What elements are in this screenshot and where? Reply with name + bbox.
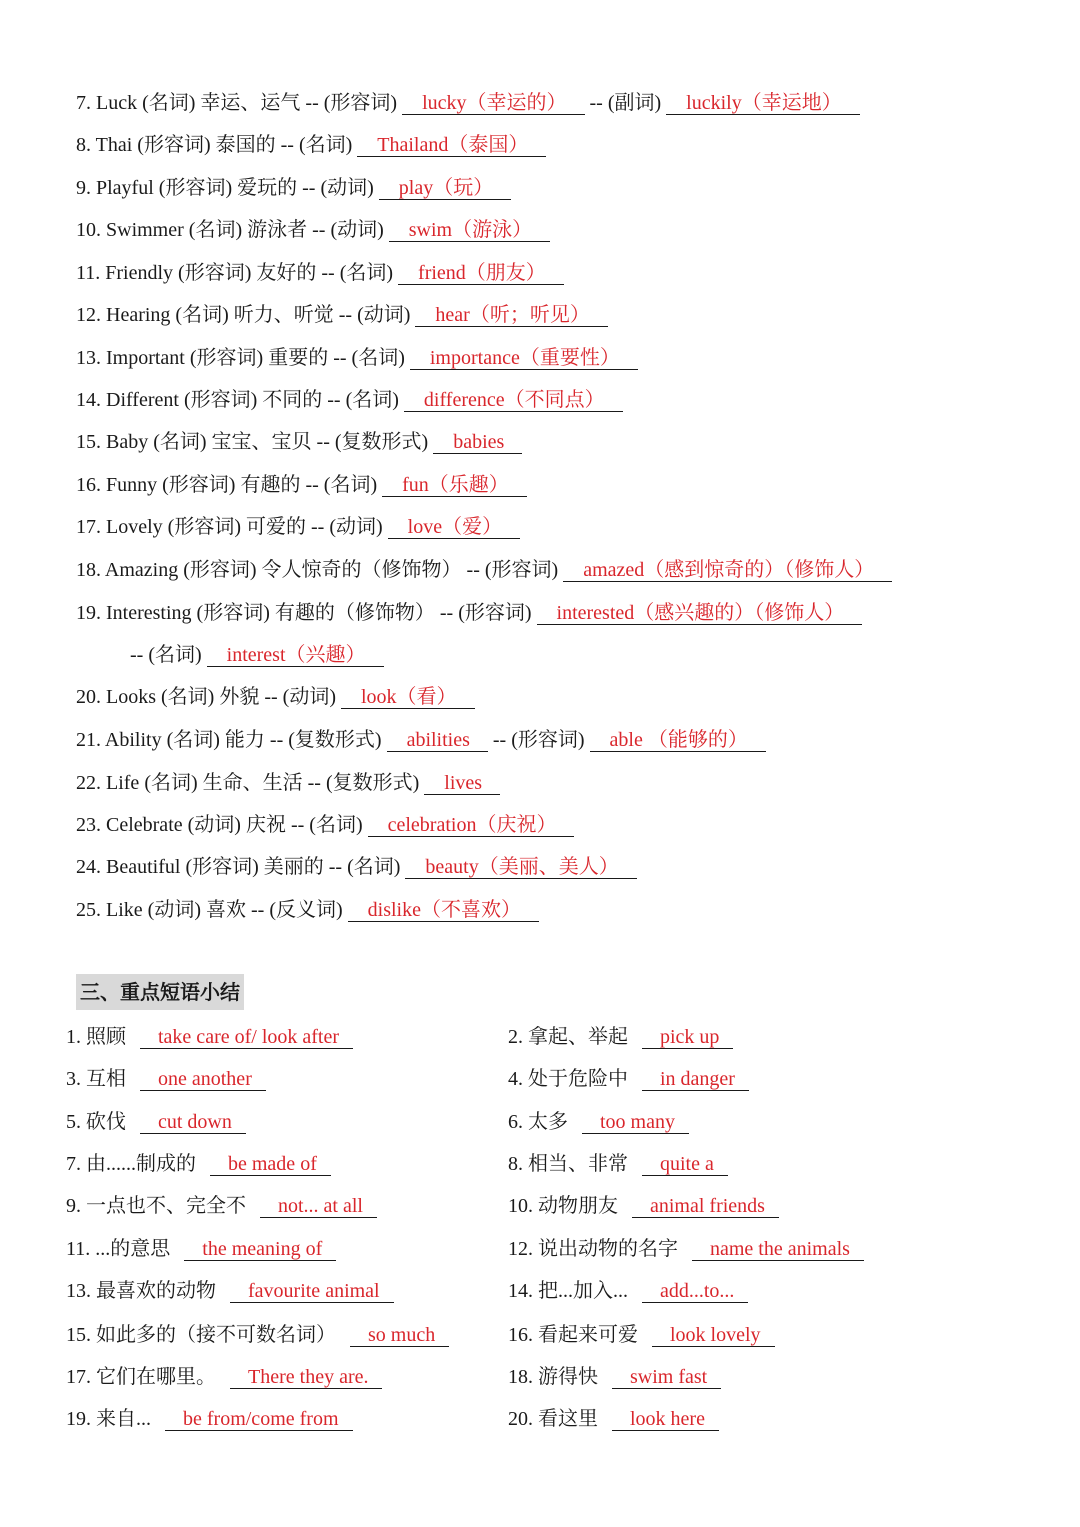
answer-blank: lives [424,772,500,795]
meaning: 美丽的 [263,856,324,878]
target-part-of-speech: (名词) [347,856,401,878]
meaning: 有趣的（修饰物） [274,602,435,624]
word-form-item: 10. Swimmer (名词) 游泳者 -- (动词) swim（游泳） [76,213,550,247]
target-part-of-speech: (动词) [357,304,411,326]
item-number: 19. [66,1408,91,1430]
part-of-speech: (动词) [147,899,201,921]
headword: Thai [95,134,133,156]
headword: Ability [104,729,162,751]
answer-blank: in danger [642,1068,749,1091]
word-form-item: 13. Important (形容词) 重要的 -- (名词) importance（重要性） [76,341,638,375]
headword: Funny [106,474,158,496]
phrase-chinese: 一点也不、完全不 [86,1195,246,1217]
answer-blank: dislike（不喜欢） [348,899,539,922]
phrase-item [508,1360,721,1394]
target-part-of-speech: (形容词) [323,92,398,114]
word-form-item: 22. Life (名词) 生命、生活 -- (复数形式) lives [76,766,500,800]
answer-blank: difference（不同点） [404,389,623,412]
headword: Amazing [104,559,179,581]
answer-blank: hear（听；听见） [415,304,607,327]
answer-blank: abilities [387,729,488,752]
part-of-speech: (形容词) [167,516,241,538]
phrase-item [66,1318,449,1352]
section-heading: 三、重点短语小结 [76,974,244,1010]
meaning: 可爱的 [245,516,306,538]
item-number: 17. [66,1366,91,1388]
headword: Playful [96,177,154,199]
phrase-chinese: ...的意思 [95,1238,171,1260]
meaning: 友好的 [256,262,317,284]
item-number: 14. [508,1280,533,1302]
item-number: 11. [66,1238,91,1260]
target-part-of-speech: (名词) [148,644,202,666]
answer-blank: play（玩） [379,177,511,200]
item-number: 21. [76,729,101,751]
phrase-item [508,1189,779,1223]
item-number: 2. [508,1026,523,1048]
phrase-chinese: 太多 [528,1111,568,1133]
answer-blank: love（爱） [388,516,520,539]
phrase-item [508,1062,749,1096]
meaning: 泰国的 [215,134,276,156]
answer-blank: look（看） [341,686,475,709]
part-of-speech: (形容词) [178,262,252,284]
answer-blank: pick up [642,1026,733,1049]
word-form-item: 15. Baby (名词) 宝宝、宝贝 -- (复数形式) babies [76,425,522,459]
item-number: 17. [76,516,101,538]
target-part-of-speech: (名词) [309,814,363,836]
headword: Celebrate [106,814,183,836]
item-number: 13. [66,1280,91,1302]
item-number: 7. [76,92,91,114]
meaning: 听力、听觉 [233,304,334,326]
part-of-speech: (名词) [175,304,229,326]
item-number: 23. [76,814,101,836]
phrase-item [508,1318,775,1352]
answer-blank: look here [612,1408,719,1431]
item-number: 4. [508,1068,523,1090]
phrase-chinese: 相当、非常 [528,1153,628,1175]
phrase-chinese: 互相 [86,1068,126,1090]
answer-blank: swim（游泳） [389,219,550,242]
answer-blank: interested（感兴趣的）（修饰人） [537,602,863,625]
phrase-chinese: 砍伐 [86,1111,126,1133]
meaning: 有趣的 [240,474,301,496]
part-of-speech: (形容词) [158,177,233,199]
answer-blank: fun（乐趣） [382,474,527,497]
phrase-chinese: 拿起、举起 [528,1026,628,1048]
target-part-of-speech: (名词) [339,262,394,284]
target-part-of-speech: (动词) [329,516,383,538]
phrase-item [66,1105,246,1139]
phrase-item [66,1360,382,1394]
phrase-item [66,1232,336,1266]
word-form-item: 24. Beautiful (形容词) 美丽的 -- (名词) beauty（美丽、美人） [76,850,637,884]
phrase-chinese: 看起来可爱 [538,1324,638,1346]
meaning: 能力 [224,729,265,751]
answer-blank: so much [350,1324,449,1347]
phrase-chinese: 说出动物的名字 [538,1238,678,1260]
headword: Interesting [106,602,192,624]
item-number: 7. [66,1153,81,1175]
item-number: 18. [508,1366,533,1388]
headword: Beautiful [106,856,181,878]
target-part-of-speech: (复数形式) [288,729,382,751]
item-number: 18. [76,559,101,581]
target-part-of-speech: (形容词) [511,729,585,751]
item-number: 9. [76,177,91,199]
headword: Looks [106,686,156,708]
answer-blank: interest（兴趣） [207,644,384,667]
answer-blank: look lovely [652,1324,775,1347]
target-part-of-speech: (名词) [298,134,353,156]
item-number: 11. [76,262,101,284]
target-part-of-speech: (复数形式) [325,772,420,794]
phrase-item [66,1062,266,1096]
word-form-item: 20. Looks (名词) 外貌 -- (动词) look（看） [76,680,475,714]
meaning: 令人惊奇的（修饰物） [261,559,462,581]
target-part-of-speech: (动词) [330,219,384,241]
headword: Swimmer [106,219,184,241]
headword: Luck [96,92,138,114]
target-part-of-speech: (动词) [320,177,374,199]
part-of-speech: (名词) [144,772,198,794]
phrase-chinese: 动物朋友 [538,1195,618,1217]
meaning: 不同的 [262,389,323,411]
answer-blank: luckily（幸运地） [666,92,860,115]
phrase-chinese: 它们在哪里。 [96,1366,216,1388]
item-number: 15. [76,431,101,453]
phrase-item [508,1232,864,1266]
item-number: 14. [76,389,101,411]
part-of-speech: (形容词) [185,856,259,878]
item-number: 3. [66,1068,81,1090]
phrase-chinese: 游得快 [538,1366,598,1388]
target-part-of-speech: (动词) [282,686,336,708]
part-of-speech: (形容词) [183,389,258,411]
answer-blank: amazed（感到惊奇的）（修饰人） [563,559,892,582]
answer-blank: able （能够的） [590,729,766,752]
word-form-item: 17. Lovely (形容词) 可爱的 -- (动词) love（爱） [76,510,520,544]
meaning: 喜欢 [205,899,246,921]
answer-blank: not... at all [260,1195,377,1218]
answer-blank: quite a [642,1153,728,1176]
word-form-item: 12. Hearing (名词) 听力、听觉 -- (动词) hear（听；听见） [76,298,608,332]
part-of-speech: (形容词) [162,474,236,496]
headword: Life [106,772,140,794]
part-of-speech: (名词) [142,92,196,114]
word-form-item: 7. Luck (名词) 幸运、运气 -- (形容词) lucky（幸运的） -- (副词) luckily（幸运地） [76,86,860,120]
meaning: 重要的 [268,347,329,369]
word-form-item: 16. Funny (形容词) 有趣的 -- (名词) fun（乐趣） [76,468,527,502]
meaning: 生命、生活 [202,772,303,794]
item-number: 8. [508,1153,523,1175]
answer-blank: animal friends [632,1195,779,1218]
answer-blank: celebration（庆祝） [368,814,575,837]
phrase-chinese: 处于危险中 [528,1068,628,1090]
phrase-item [66,1189,377,1223]
answer-blank: lucky（幸运的） [402,92,584,115]
phrase-chinese: 照顾 [86,1026,126,1048]
word-form-item: 23. Celebrate (动词) 庆祝 -- (名词) celebration（庆祝） [76,808,574,842]
headword: Baby [106,431,149,453]
item-number: 10. [76,219,101,241]
headword: Important [106,347,185,369]
item-number: 22. [76,772,101,794]
item-number: 5. [66,1111,81,1133]
phrase-item [508,1274,748,1308]
item-number: 8. [76,134,91,156]
word-form-item: -- (名词) interest（兴趣） [130,638,384,672]
part-of-speech: (形容词) [137,134,211,156]
word-form-item: 21. Ability (名词) 能力 -- (复数形式) abilities -- (形容词) able （能够的） [76,723,766,757]
part-of-speech: (名词) [166,729,220,751]
phrase-item [508,1020,733,1054]
target-part-of-speech: (形容词) [458,602,532,624]
phrase-chinese: 最喜欢的动物 [96,1280,216,1302]
word-form-item: 19. Interesting (形容词) 有趣的（修饰物） -- (形容词) interested（感兴趣的）（修饰人） [76,596,862,630]
answer-blank: cut down [140,1111,246,1134]
phrase-item [66,1020,353,1054]
item-number: 16. [76,474,101,496]
phrase-chinese: 把...加入... [538,1280,628,1302]
answer-blank: favourite animal [230,1280,394,1303]
phrase-item [66,1147,331,1181]
item-number: 20. [508,1408,533,1430]
meaning: 宝宝、宝贝 [211,431,312,453]
answer-blank: name the animals [692,1238,864,1261]
part-of-speech: (形容词) [183,559,257,581]
answer-blank: one another [140,1068,266,1091]
meaning: 爱玩的 [237,177,298,199]
word-form-item: 8. Thai (形容词) 泰国的 -- (名词) Thailand（泰国） [76,128,546,162]
answer-blank: the meaning of [184,1238,336,1261]
headword: Different [106,389,179,411]
phrase-item [508,1105,689,1139]
item-number: 9. [66,1195,81,1217]
target-part-of-speech: (反义词) [269,899,343,921]
answer-blank: too many [582,1111,689,1134]
answer-blank: beauty（美丽、美人） [405,856,636,879]
phrase-item [66,1402,353,1436]
part-of-speech: (形容词) [189,347,264,369]
word-form-item: 14. Different (形容词) 不同的 -- (名词) difference（不同点） [76,383,623,417]
item-number: 20. [76,686,101,708]
target-part-of-speech: (副词) [607,92,662,114]
word-form-item: 18. Amazing (形容词) 令人惊奇的（修饰物） -- (形容词) amazed（感到惊奇的）（修饰人） [76,553,892,587]
phrase-chinese: 如此多的（接不可数名词） [96,1324,336,1346]
meaning: 外貌 [219,686,260,708]
answer-blank: importance（重要性） [410,347,638,370]
target-part-of-speech: (形容词) [484,559,559,581]
phrase-item [508,1402,719,1436]
part-of-speech: (名词) [153,431,207,453]
item-number: 25. [76,899,101,921]
target-part-of-speech: (名词) [345,389,399,411]
item-number: 19. [76,602,101,624]
answer-blank: take care of/ look after [140,1026,353,1049]
phrase-item [508,1147,728,1181]
headword: Lovely [106,516,163,538]
word-form-item: 25. Like (动词) 喜欢 -- (反义词) dislike（不喜欢） [76,893,539,927]
answer-blank: friend（朋友） [398,262,564,285]
answer-blank: be from/come from [165,1408,353,1431]
headword: Hearing [106,304,171,326]
item-number: 15. [66,1324,91,1346]
part-of-speech: (名词) [188,219,243,241]
phrase-chinese: 由......制成的 [86,1153,196,1175]
answer-blank: be made of [210,1153,331,1176]
item-number: 10. [508,1195,533,1217]
phrase-chinese: 看这里 [538,1408,598,1430]
part-of-speech: (名词) [161,686,215,708]
item-number: 24. [76,856,101,878]
part-of-speech: (形容词) [196,602,270,624]
part-of-speech: (动词) [187,814,241,836]
item-number: 1. [66,1026,81,1048]
headword: Friendly [105,262,174,284]
answer-blank: There they are. [230,1366,382,1389]
word-form-item: 9. Playful (形容词) 爱玩的 -- (动词) play（玩） [76,171,511,205]
meaning: 庆祝 [245,814,286,836]
word-form-item: 11. Friendly (形容词) 友好的 -- (名词) friend（朋友） [76,256,564,290]
item-number: 16. [508,1324,533,1346]
answer-blank: babies [433,431,522,454]
target-part-of-speech: (名词) [323,474,378,496]
item-number: 6. [508,1111,523,1133]
phrase-item [66,1274,394,1308]
answer-blank: add...to... [642,1280,748,1303]
item-number: 12. [76,304,101,326]
phrase-chinese: 来自... [96,1408,151,1430]
answer-blank: swim fast [612,1366,721,1389]
meaning: 幸运、运气 [200,92,301,114]
answer-blank: Thailand（泰国） [357,134,546,157]
target-part-of-speech: (名词) [351,347,405,369]
item-number: 12. [508,1238,533,1260]
item-number: 13. [76,347,101,369]
headword: Like [106,899,143,921]
target-part-of-speech: (复数形式) [334,431,429,453]
meaning: 游泳者 [247,219,308,241]
